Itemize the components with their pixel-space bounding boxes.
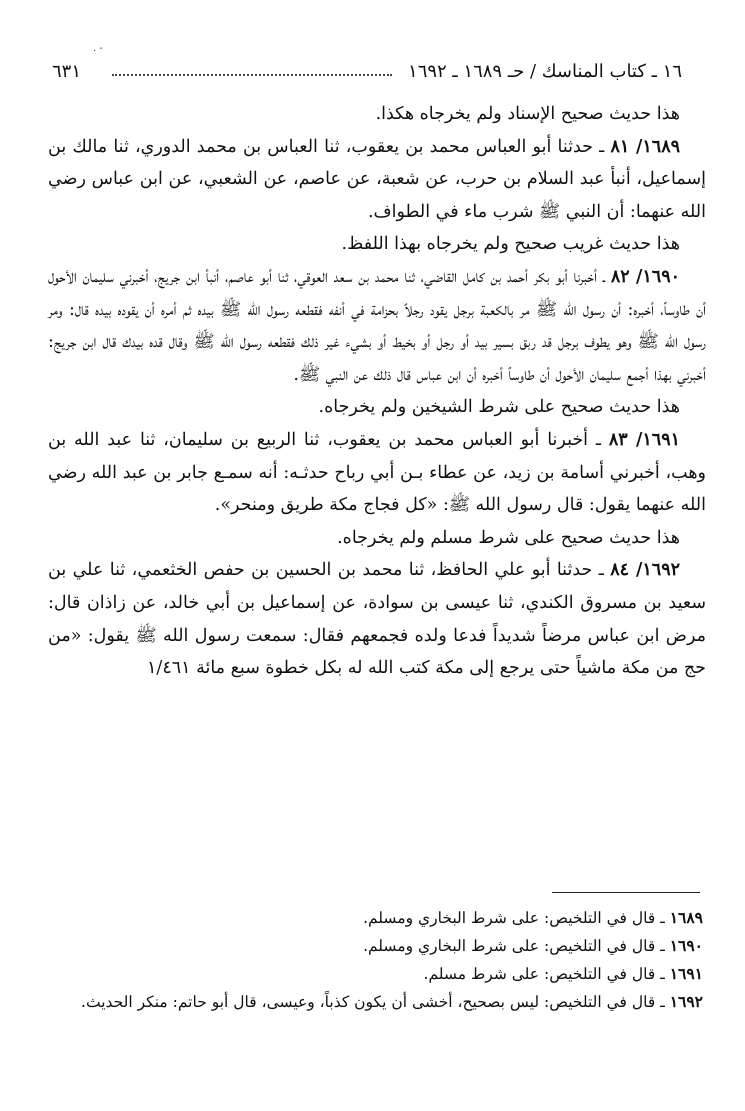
paragraph-text: ـ حدثنا أبو العباس محمد بن يعقوب، ثنا العباس بن محمد الدوري، ثنا مالك بن إسماعيل، أنبأ عبد السلام بن حرب، عن شعبة، عن عاصم، عن الشعبي، عن ابن عباس رضي الله عنهما: أن النبي ﷺ شرب ماء في الطواف. [48, 136, 706, 222]
hadith-number: ١٦٩١/ ٨٣ [608, 429, 680, 450]
hadith-number: ١٦٩٠/ ٨٢ [610, 266, 681, 287]
footnote [48, 904, 703, 932]
footnote [48, 988, 703, 1016]
hadith-paragraph [48, 554, 706, 684]
footnote-divider [552, 892, 700, 893]
footnote-text: ـ قال في التلخيص: على شرط البخاري ومسلم. [363, 909, 670, 927]
main-text [48, 98, 706, 685]
paragraph-text: ـ حدثنا أبو علي الحافظ، ثنا محمد بن الحسين بن حفص الخثعمي، ثنا علي بن سعيد بن مسروق الكندي، ثنا عيسى بن سوادة، عن إسماعيل بن أبي خالد، عن زاذان قال: مرض ابن عباس مرضاً شديداً فدعا ولده فجمعهم فقال: سمعت رسول الله ﷺ يقول: «من حج من مكة ماشياً حتى يرجع إلى مكة كتب الله له بكل خطوة سبع مائة ١/٤٦١ [48, 560, 706, 679]
hadith-number: ١٦٩٢/ ٨٤ [610, 560, 681, 581]
footnote-text: ـ قال في التلخيص: ليس بصحيح، أخشى أن يكون كذباً، وعيسى، قال أبو حاتم: منكر الحديث. [81, 993, 670, 1011]
paragraph-text: هذا حديث صحيح على شرط الشيخين ولم يخرجاه. [318, 397, 680, 418]
footnotes [48, 904, 703, 1016]
paragraph-text: هذا حديث صحيح الإسناد ولم يخرجاه هكذا. [375, 104, 680, 124]
hadith-paragraph [48, 261, 706, 391]
grading-note [48, 391, 706, 424]
grading-note [48, 98, 706, 131]
page-number: ٦٣١ [52, 61, 82, 82]
header-title: ١٦ ـ كتاب المناسك / حـ ١٦٨٩ ـ ١٦٩٢ [408, 61, 682, 82]
grading-note [48, 522, 706, 555]
grading-note [48, 228, 706, 261]
hadith-paragraph [48, 131, 706, 229]
footnote-number: ١٦٨٩ [669, 908, 703, 927]
paragraph-text: ـ أخبرنا أبو بكر أحمد بن كامل القاضي، ثنا محمد بن سعد العوقي، ثنا أبو عاصم، أنبأ ابن جريج، أخبرني سليمان الأحول أن طاوساً، أخبره: أن رسول الله ﷺ مر بالكعبة برجل يقود رجلاً بحزامة في أنفه فقطعه رسول الله ﷺ بيده ثم أمره أن يقوده بيده قال: ومر رسول الله ﷺ وهو يطوف برجل قد ربق بسير بيد أو رجل أو بخيط أو بشيء غير ذلك فقطعه رسول الله ﷺ وقال قده بيدك قال ابن جريج: أخبرني بهذا أجمع سليمان الأحول أن طاوساً أخبره أن ابن عباس قال ذلك عن النبي ﷺ. [48, 266, 706, 385]
header-dot-leader [112, 66, 392, 76]
hadith-paragraph [48, 424, 706, 522]
running-header [52, 58, 682, 86]
footnote-number: ١٦٩٠ [669, 936, 703, 955]
paragraph-text: هذا حديث غريب صحيح ولم يخرجاه بهذا اللفظ. [341, 234, 680, 255]
footnote-number: ١٦٩٢ [669, 992, 703, 1011]
paragraph-text: هذا حديث صحيح على شرط مسلم ولم يخرجاه. [337, 527, 680, 548]
footnote [48, 932, 703, 960]
footnote [48, 960, 703, 988]
print-mark: . - [93, 43, 103, 54]
footnote-text: ـ قال في التلخيص: على شرط مسلم. [423, 965, 670, 983]
footnote-text: ـ قال في التلخيص: على شرط البخاري ومسلم. [363, 937, 670, 955]
footnote-number: ١٦٩١ [669, 964, 703, 983]
hadith-number: ١٦٨٩/ ٨١ [610, 136, 680, 157]
paragraph-text: ـ أخبرنا أبو العباس محمد بن يعقوب، ثنا الربيع بن سليمان، ثنا عبد الله بن وهب، أخبرني أسامة بن زيد، عن عطاء بـن أبي رباح حدثـه: أنه سمـع جابر بن عبد الله رضي الله عنهما يقول: قال رسول الله ﷺ: «كل فجاج مكة طريق ومنحر». [48, 429, 706, 516]
